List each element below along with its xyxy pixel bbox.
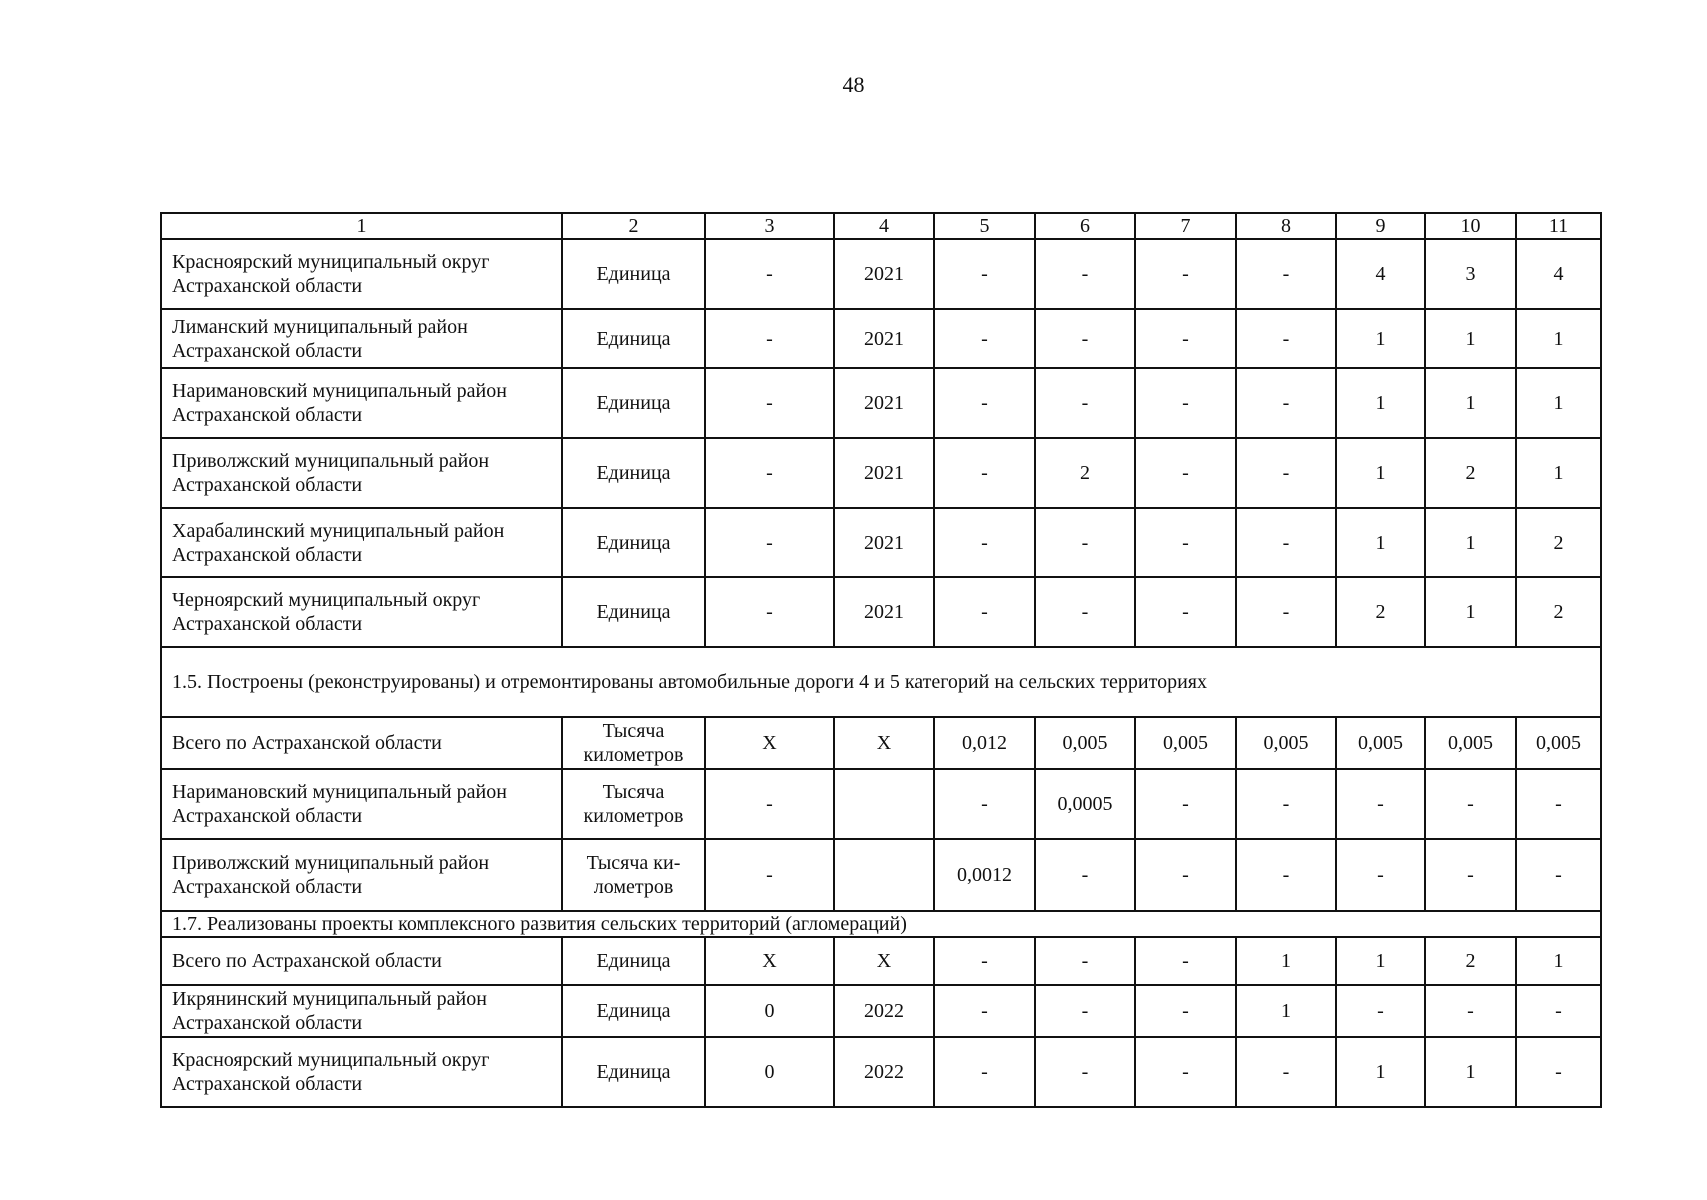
value-cell: 2021	[834, 577, 934, 647]
value-cell: 4	[1336, 239, 1425, 309]
value-cell: -	[934, 508, 1035, 577]
value-cell: -	[934, 309, 1035, 368]
table-row	[161, 508, 1601, 577]
table-row	[161, 577, 1601, 647]
value-cell: -	[705, 508, 834, 577]
value-cell: 2022	[834, 1037, 934, 1107]
value-cell: -	[934, 239, 1035, 309]
territory-name-cell: Икрянинский муниципальный район Астраханской области	[161, 985, 562, 1037]
value-cell: 1	[1336, 937, 1425, 985]
territory-name-cell: Черноярский муниципальный округ Астраханской области	[161, 577, 562, 647]
unit-cell: Тысяча километров	[562, 717, 705, 769]
value-cell: 0,005	[1425, 717, 1516, 769]
value-cell: -	[934, 1037, 1035, 1107]
value-cell: -	[934, 937, 1035, 985]
table-row	[161, 368, 1601, 438]
value-cell: -	[1035, 368, 1135, 438]
value-cell: 2021	[834, 239, 934, 309]
value-cell: 0,005	[1516, 717, 1601, 769]
value-cell: -	[705, 309, 834, 368]
section-row	[161, 647, 1601, 717]
value-cell: 2021	[834, 309, 934, 368]
value-cell: -	[1135, 985, 1236, 1037]
value-cell: 2021	[834, 438, 934, 508]
column-header: 8	[1236, 213, 1336, 239]
value-cell: 2	[1425, 937, 1516, 985]
value-cell: -	[1236, 309, 1336, 368]
value-cell: 1	[1336, 508, 1425, 577]
territory-name-cell: Наримановский муниципальный район Астраханской области	[161, 769, 562, 839]
value-cell: 1	[1516, 937, 1601, 985]
value-cell: 0,012	[934, 717, 1035, 769]
column-header: 7	[1135, 213, 1236, 239]
value-cell: X	[705, 717, 834, 769]
value-cell: 0,005	[1035, 717, 1135, 769]
value-cell: -	[1236, 438, 1336, 508]
value-cell: -	[705, 769, 834, 839]
value-cell: -	[1035, 577, 1135, 647]
table-row	[161, 309, 1601, 368]
table-row	[161, 438, 1601, 508]
value-cell: 4	[1516, 239, 1601, 309]
value-cell: 2021	[834, 508, 934, 577]
value-cell: 1	[1516, 438, 1601, 508]
unit-cell: Тысяча километров	[562, 769, 705, 839]
table-row	[161, 1037, 1601, 1107]
column-header: 11	[1516, 213, 1601, 239]
value-cell: 0	[705, 985, 834, 1037]
value-cell: 0,005	[1135, 717, 1236, 769]
value-cell: -	[1236, 368, 1336, 438]
value-cell: -	[1425, 769, 1516, 839]
value-cell: -	[705, 839, 834, 911]
territory-name-cell: Красноярский муниципальный округ Астраханской области	[161, 239, 562, 309]
table-row	[161, 985, 1601, 1037]
unit-cell: Единица	[562, 985, 705, 1037]
value-cell: -	[1035, 239, 1135, 309]
column-header: 5	[934, 213, 1035, 239]
value-cell: 1	[1425, 508, 1516, 577]
unit-cell: Единица	[562, 239, 705, 309]
territory-name-cell: Приволжский муниципальный район Астраханской области	[161, 839, 562, 911]
value-cell: -	[1135, 368, 1236, 438]
value-cell: -	[1135, 239, 1236, 309]
value-cell: 1	[1425, 368, 1516, 438]
value-cell: -	[1425, 985, 1516, 1037]
value-cell: 1	[1516, 368, 1601, 438]
section-title: 1.7. Реализованы проекты комплексного развития сельских территорий (агломераций)	[161, 911, 1601, 937]
value-cell: -	[1035, 508, 1135, 577]
column-header: 1	[161, 213, 562, 239]
page-number: 48	[842, 72, 865, 97]
value-cell: 0,0005	[1035, 769, 1135, 839]
table-row	[161, 717, 1601, 769]
value-cell: -	[1035, 937, 1135, 985]
value-cell: 0,005	[1336, 717, 1425, 769]
unit-cell: Единица	[562, 937, 705, 985]
table-row	[161, 839, 1601, 911]
value-cell: 1	[1336, 438, 1425, 508]
value-cell: -	[1516, 1037, 1601, 1107]
column-header: 2	[562, 213, 705, 239]
value-cell: X	[834, 717, 934, 769]
unit-cell: Тысяча ки-лометров	[562, 839, 705, 911]
section-row	[161, 911, 1601, 937]
value-cell: -	[1236, 769, 1336, 839]
territory-name-cell: Красноярский муниципальный округ Астраханской области	[161, 1037, 562, 1107]
value-cell: -	[934, 577, 1035, 647]
value-cell: -	[1336, 769, 1425, 839]
table-row	[161, 937, 1601, 985]
value-cell: 2	[1336, 577, 1425, 647]
value-cell: 1	[1236, 985, 1336, 1037]
value-cell: 0,005	[1236, 717, 1336, 769]
column-number-row	[161, 213, 1601, 239]
unit-cell: Единица	[562, 1037, 705, 1107]
value-cell: -	[1035, 1037, 1135, 1107]
value-cell: -	[1336, 985, 1425, 1037]
value-cell: -	[1135, 508, 1236, 577]
value-cell: -	[1336, 839, 1425, 911]
section-title: 1.5. Построены (реконструированы) и отремонтированы автомобильные дороги 4 и 5 категорий на сельских территориях	[161, 647, 1601, 717]
value-cell: 1	[1425, 577, 1516, 647]
table-row	[161, 769, 1601, 839]
value-cell: 2022	[834, 985, 934, 1037]
value-cell: -	[1135, 769, 1236, 839]
value-cell: -	[1135, 937, 1236, 985]
value-cell: -	[705, 368, 834, 438]
unit-cell: Единица	[562, 438, 705, 508]
value-cell: -	[1516, 839, 1601, 911]
value-cell: -	[1135, 309, 1236, 368]
value-cell	[834, 769, 934, 839]
value-cell: -	[1035, 309, 1135, 368]
value-cell: 2	[1035, 438, 1135, 508]
territory-name-cell: Приволжский муниципальный район Астраханской области	[161, 438, 562, 508]
unit-cell: Единица	[562, 368, 705, 438]
value-cell: 1	[1425, 309, 1516, 368]
value-cell: -	[1516, 769, 1601, 839]
value-cell: 1	[1516, 309, 1601, 368]
value-cell: -	[1135, 438, 1236, 508]
value-cell: -	[1425, 839, 1516, 911]
value-cell: -	[1236, 239, 1336, 309]
value-cell: 2	[1516, 508, 1601, 577]
column-header: 6	[1035, 213, 1135, 239]
value-cell: -	[1035, 839, 1135, 911]
value-cell: 1	[1336, 1037, 1425, 1107]
value-cell: 2	[1516, 577, 1601, 647]
value-cell: -	[1135, 1037, 1236, 1107]
unit-cell: Единица	[562, 508, 705, 577]
value-cell: 1	[1336, 309, 1425, 368]
territory-name-cell: Харабалинский муниципальный район Астраханской области	[161, 508, 562, 577]
column-header: 10	[1425, 213, 1516, 239]
value-cell: -	[1236, 508, 1336, 577]
value-cell: 2021	[834, 368, 934, 438]
value-cell: -	[705, 577, 834, 647]
value-cell: 1	[1336, 368, 1425, 438]
value-cell: -	[1135, 577, 1236, 647]
value-cell: 1	[1236, 937, 1336, 985]
column-header: 4	[834, 213, 934, 239]
column-header: 3	[705, 213, 834, 239]
value-cell: 1	[1425, 1037, 1516, 1107]
column-header: 9	[1336, 213, 1425, 239]
value-cell: -	[1236, 577, 1336, 647]
value-cell: 3	[1425, 239, 1516, 309]
value-cell: -	[934, 438, 1035, 508]
value-cell: -	[934, 368, 1035, 438]
value-cell: 2	[1425, 438, 1516, 508]
table-row	[161, 239, 1601, 309]
territory-name-cell: Всего по Астраханской области	[161, 937, 562, 985]
value-cell: X	[705, 937, 834, 985]
unit-cell: Единица	[562, 577, 705, 647]
value-cell: -	[934, 769, 1035, 839]
territory-name-cell: Лиманский муниципальный район Астраханской области	[161, 309, 562, 368]
value-cell: -	[934, 985, 1035, 1037]
indicators-table	[160, 212, 1602, 1108]
unit-cell: Единица	[562, 309, 705, 368]
value-cell: -	[1035, 985, 1135, 1037]
value-cell: 0	[705, 1037, 834, 1107]
value-cell: -	[705, 239, 834, 309]
value-cell: X	[834, 937, 934, 985]
value-cell: 0,0012	[934, 839, 1035, 911]
territory-name-cell: Всего по Астраханской области	[161, 717, 562, 769]
value-cell: -	[1236, 1037, 1336, 1107]
value-cell: -	[1516, 985, 1601, 1037]
territory-name-cell: Наримановский муниципальный район Астраханской области	[161, 368, 562, 438]
value-cell: -	[705, 438, 834, 508]
value-cell: -	[1135, 839, 1236, 911]
value-cell	[834, 839, 934, 911]
value-cell: -	[1236, 839, 1336, 911]
